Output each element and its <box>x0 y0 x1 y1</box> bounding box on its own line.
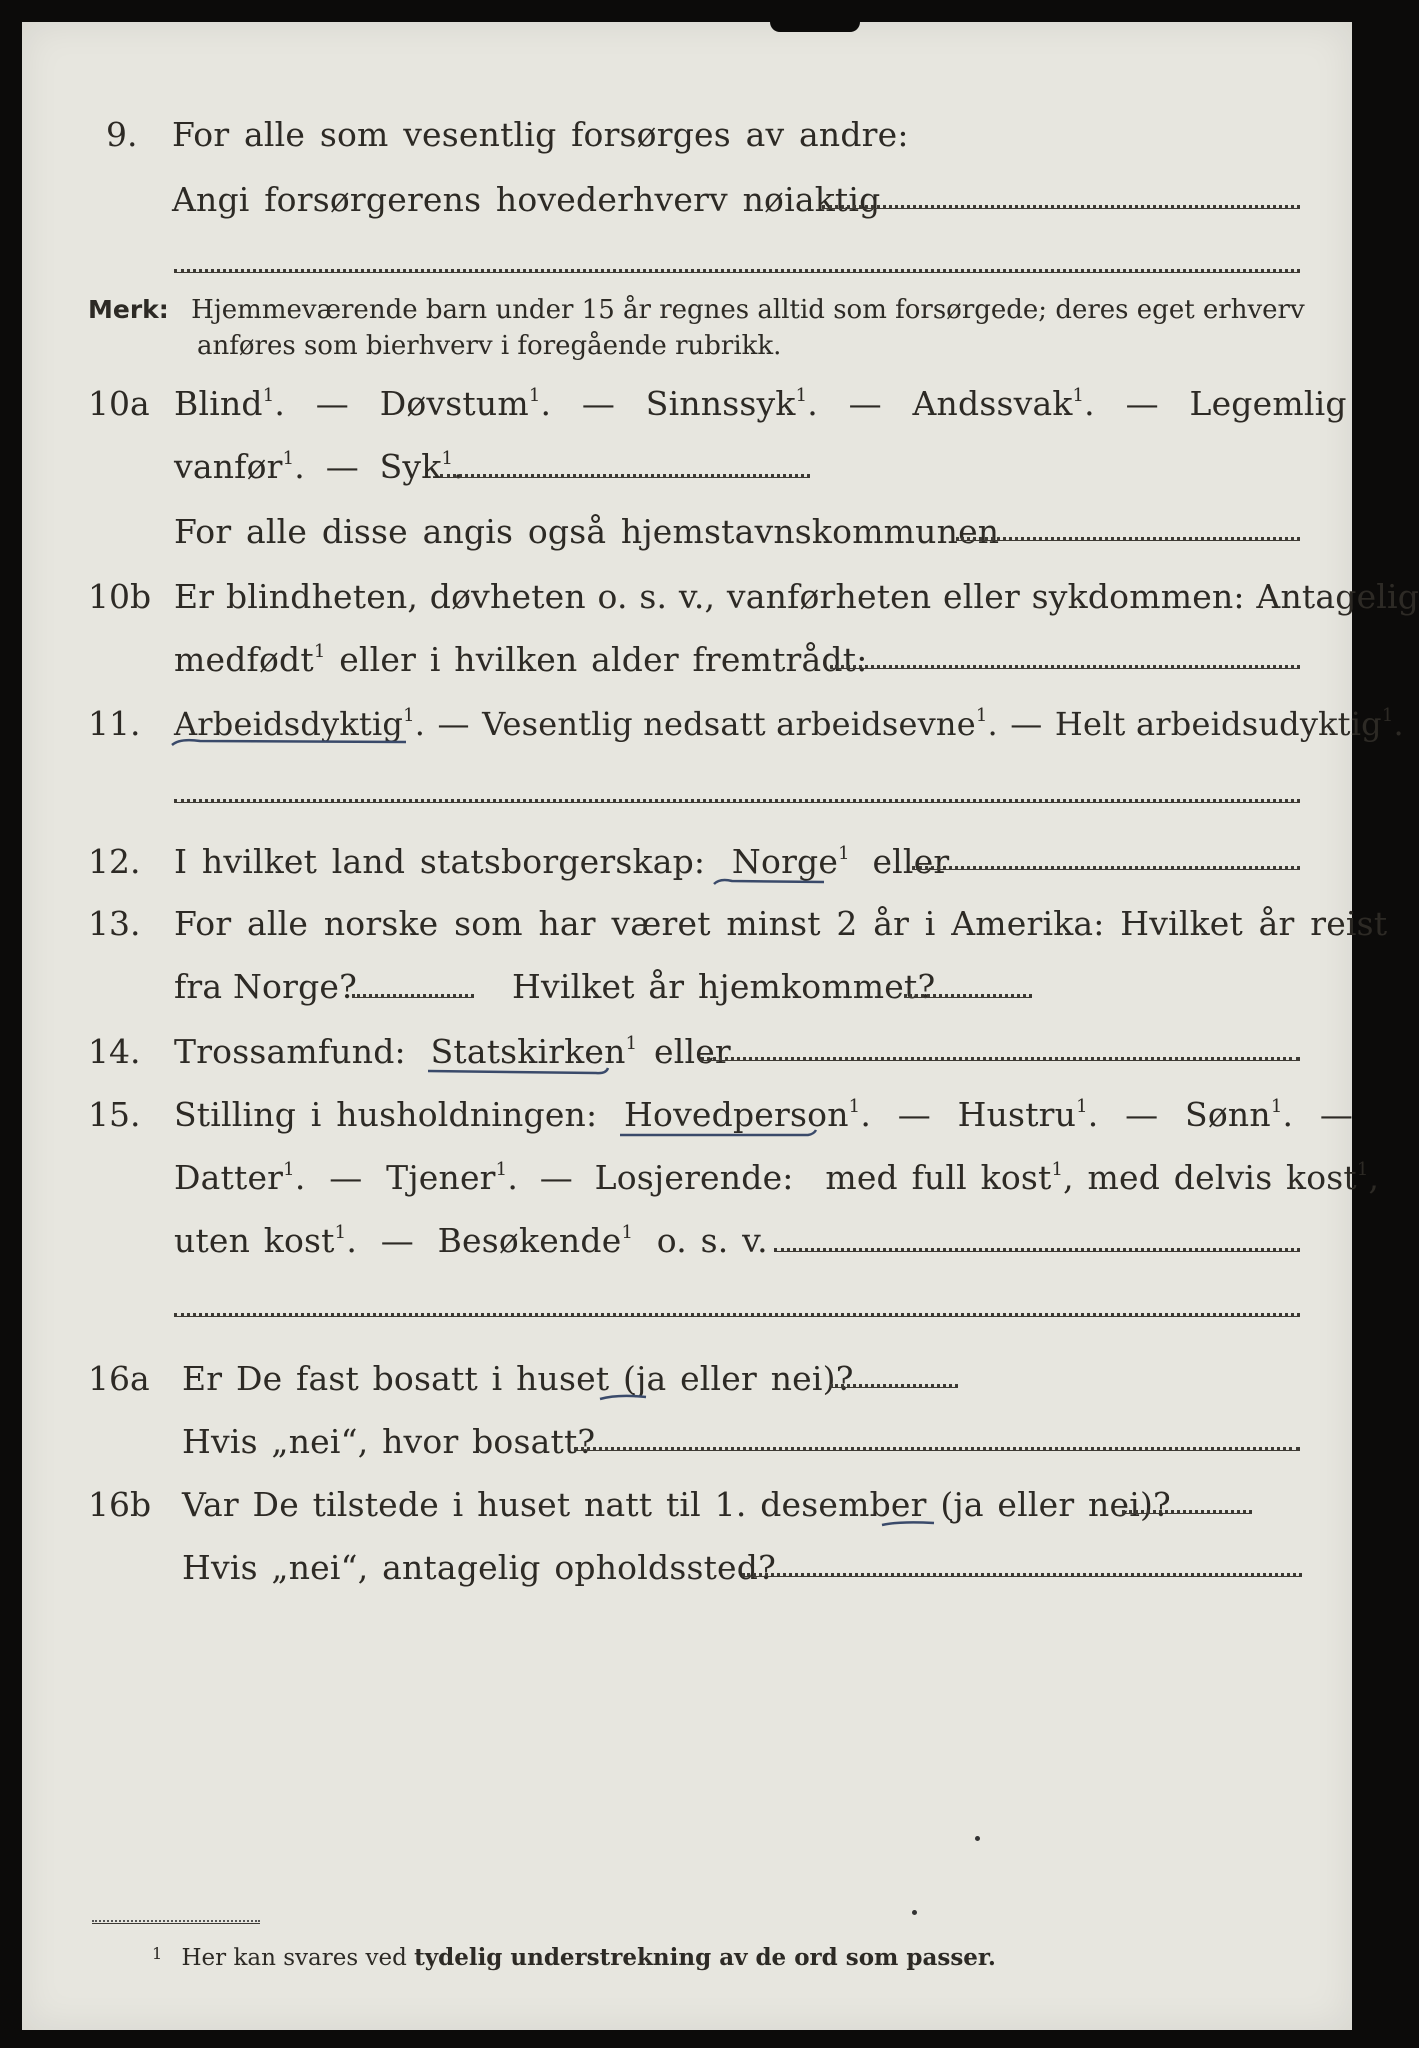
q10a-line2: vanfør$^1$. — Syk$^1$. <box>174 447 464 486</box>
q10b-number: 10b <box>88 577 152 616</box>
q12-number: 12. <box>88 842 141 881</box>
q16b-number: 16b <box>88 1485 152 1524</box>
q16b-line2: Hvis „nei“, antagelig opholdssted? <box>182 1548 776 1587</box>
opt-statskirken[interactable]: Statskirken <box>430 1032 626 1071</box>
opt-blind[interactable]: Blind <box>174 384 263 423</box>
q10a-kommune-answer-line[interactable] <box>956 537 1300 540</box>
q16a-line1: Er De fast bosatt i huset (ja eller nei)? <box>182 1359 854 1398</box>
opt-legemlig[interactable]: Legemlig <box>1189 384 1347 423</box>
q14-number: 14. <box>88 1032 141 1071</box>
opt-udyktig[interactable]: Helt arbeidsudyktig <box>1054 705 1382 743</box>
q13-hjemkommet-answer-line[interactable] <box>904 994 1032 997</box>
merk-line1: Hjemmeværende barn under 15 år regnes alltid som forsørgede; deres eget erhverv <box>191 295 1305 325</box>
handwritten-underline-hovedperson <box>618 1127 818 1141</box>
q10a-number: 10a <box>88 384 150 423</box>
q9-line2: Angi forsørgerens hovederhverv nøiaktig <box>172 180 881 219</box>
q14-line: Trossamfund: Statskirken$^1$ eller <box>174 1032 731 1071</box>
opt-norge[interactable]: Norge <box>731 842 839 881</box>
census-form-page <box>22 22 1419 2030</box>
q13-reist-answer-line[interactable] <box>352 994 474 997</box>
opt-arbeidsdyktig[interactable]: Arbeidsdyktig <box>174 705 404 743</box>
opt-syk[interactable]: Syk <box>379 447 442 486</box>
q10b-answer-line[interactable] <box>830 665 1300 668</box>
q13-hjemkommet: Hvilket år hjemkommet? <box>512 967 936 1006</box>
merk-line2: anføres som bierhverv i foregående rubrikk. <box>197 331 782 361</box>
q14-answer-line[interactable] <box>700 1057 1300 1060</box>
q13-fra-norge: fra Norge? <box>174 967 358 1006</box>
paper-speck <box>912 1910 917 1915</box>
q16a-line2: Hvis „nei“, hvor bosatt? <box>182 1422 596 1461</box>
opt-medfodt[interactable]: medfødt <box>174 640 314 679</box>
q16a-number: 16a <box>88 1359 150 1398</box>
q9-number: 9. <box>106 115 138 154</box>
handwritten-underline-norge <box>712 874 826 888</box>
opt-16a-ja[interactable]: ja <box>636 1359 667 1398</box>
q10b-line1: Er blindheten, døvheten o. s. v., vanførheten eller sykdommen: Antagelig <box>174 577 1419 616</box>
opt-vanfor[interactable]: vanfør <box>174 447 283 486</box>
q15-number: 15. <box>88 1095 141 1134</box>
merk-label: Merk: <box>88 295 169 324</box>
q9-answer-line-2[interactable] <box>174 269 1300 272</box>
q15-line2: Datter$^1$. — Tjener$^1$. — Losjerende: med full kost$^1$, med delvis kost$^1$, <box>174 1158 1380 1197</box>
merk-note <box>88 292 1305 328</box>
q12-line: I hvilket land statsborgerskap: Norge$^1$ eller <box>174 842 950 881</box>
q11-number: 11. <box>88 704 141 743</box>
opt-nedsatt[interactable]: Vesentlig nedsatt arbeidsevne <box>482 705 976 743</box>
q10a-line3: For alle disse angis også hjemstavnskommunen <box>174 512 1000 551</box>
q15-line3: uten kost$^1$. — Besøkende$^1$ o. s. v. <box>174 1221 768 1260</box>
opt-sinnssyk[interactable]: Sinnssyk <box>645 384 796 423</box>
handwritten-underline-16a-ja <box>598 1390 648 1404</box>
opt-utenkost[interactable]: uten kost <box>174 1221 335 1260</box>
opt-hustru[interactable]: Hustru <box>957 1095 1077 1134</box>
q12-answer-line[interactable] <box>912 866 1300 869</box>
opt-fullkost[interactable]: med full kost <box>825 1158 1052 1197</box>
q15-answer-line-2[interactable] <box>174 1313 1300 1316</box>
opt-dovstum[interactable]: Døvstum <box>379 384 529 423</box>
opt-tjener[interactable]: Tjener <box>386 1158 496 1197</box>
q16a-bosatt-answer-line[interactable] <box>574 1447 1300 1450</box>
q16b-answer-line[interactable] <box>1122 1510 1252 1513</box>
footnote: $^1$ Her kan svares ved tydelig understrekning av de ord som passer. <box>152 1944 996 1971</box>
handwritten-underline-16b-ja <box>880 1516 936 1530</box>
opt-datter[interactable]: Datter <box>174 1158 284 1197</box>
q10a-syk-answer-line[interactable] <box>440 474 810 477</box>
q15-line1: Stilling i husholdningen: Hovedperson$^1$. — Hustru$^1$. — Sønn$^1$. — <box>174 1095 1354 1134</box>
q15-answer-line-1[interactable] <box>774 1248 1300 1251</box>
opt-hovedperson[interactable]: Hovedperson <box>624 1095 849 1134</box>
page-edge-tear <box>770 22 860 32</box>
q9-line1: For alle som vesentlig forsørges av andre: <box>172 115 909 154</box>
opt-besokende[interactable]: Besøkende <box>437 1221 622 1260</box>
q9-answer-line-1[interactable] <box>822 205 1300 208</box>
opt-andssvak[interactable]: Andssvak <box>912 384 1073 423</box>
q13-number: 13. <box>88 904 141 943</box>
opt-delviskost[interactable]: med delvis kost <box>1087 1158 1357 1197</box>
q13-line1: For alle norske som har været minst 2 år i Amerika: Hvilket år reist <box>174 904 1388 943</box>
q11-line: Arbeidsdyktig$^1$. — Vesentlig nedsatt arbeidsevne$^1$. — Helt arbeidsudyktig$^1$. <box>174 705 1404 743</box>
handwritten-underline-statskirken <box>426 1064 610 1078</box>
q16b-line1: Var De tilstede i huset natt til 1. desember (ja eller nei)? <box>182 1485 1171 1524</box>
q10a-line1: Blind$^1$. — Døvstum$^1$. — Sinnssyk$^1$. — Andssvak$^1$. — Legemlig <box>174 384 1347 423</box>
footnote-rule <box>92 1920 260 1922</box>
q11-answer-line[interactable] <box>174 799 1300 802</box>
opt-sonn[interactable]: Sønn <box>1185 1095 1271 1134</box>
q16a-answer-line[interactable] <box>830 1384 958 1387</box>
q16b-opholdssted-answer-line[interactable] <box>742 1573 1302 1576</box>
q10b-line2: medfødt$^1$ eller i hvilken alder fremtrådt: <box>174 640 868 679</box>
handwritten-underline-arbeidsdyktig <box>170 734 408 748</box>
opt-16b-ja[interactable]: ja <box>953 1485 984 1524</box>
paper-speck <box>975 1836 980 1841</box>
